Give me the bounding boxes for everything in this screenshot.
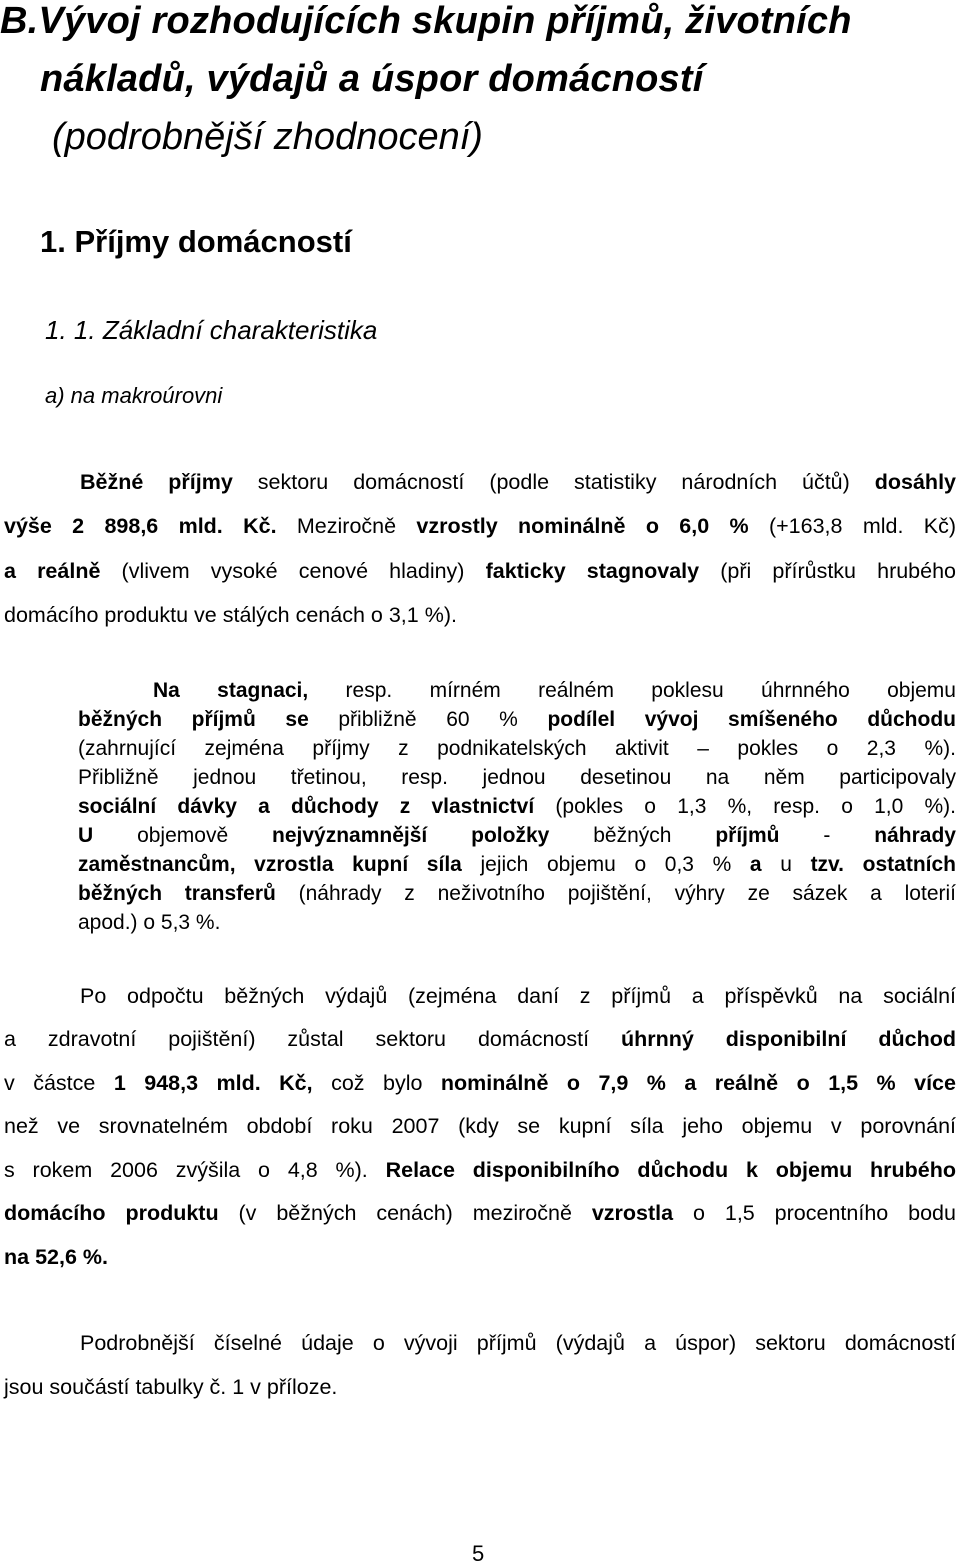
para3-line-5: s rokem 2006 zvýšila o 4,8 %). Relace disponibilního důchodu k objemu hrubého: [4, 1158, 957, 1182]
para2-line-8: běžných transferů (náhrady z neživotního pojištění, výhry ze sázek a loterií: [78, 882, 956, 905]
page-number: 5: [472, 1541, 485, 1566]
para3-line-3: v částce 1 948,3 mld. Kč, což bylo nominálně o 7,9 % a reálně o 1,5 % více: [4, 1071, 956, 1095]
heading-line-1: B.Vývoj rozhodujících skupin příjmů, životních: [0, 0, 852, 42]
para1-line-4: domácího produktu ve stálých cenách o 3,1 %).: [4, 603, 457, 627]
para3-line-1: Po odpočtu běžných výdajů (zejména daní z příjmů a příspěvků na sociální: [80, 984, 956, 1008]
para4-line-1: Podrobnější číselné údaje o vývoji příjmů (výdajů a úspor) sektoru domácností: [80, 1331, 956, 1355]
para2-line-9: apod.) o 5,3 %.: [78, 911, 221, 934]
para2-line-1: Na stagnaci, resp. mírném reálném poklesu úhrnného objemu: [153, 679, 956, 702]
para4-line-2: jsou součástí tabulky č. 1 v příloze.: [4, 1375, 338, 1399]
section-subtitle: 1. 1. Základní charakteristika: [45, 315, 378, 345]
heading-line-3: (podrobnější zhodnocení): [52, 116, 483, 158]
para2-line-6: U objemově nejvýznamnější položky běžných příjmů - náhrady: [78, 824, 956, 847]
para2-line-3: (zahrnující zejména příjmy z podnikatelských aktivit – pokles o 2,3 %).: [78, 737, 956, 760]
para2-line-7: zaměstnancům, vzrostla kupní síla jejich objemu o 0,3 % a u tzv. ostatních: [78, 853, 956, 876]
para2-line-2: běžných příjmů se přibližně 60 % podílel vývoj smíšeného důchodu: [78, 708, 956, 731]
section-title: 1. Příjmy domácností: [40, 224, 352, 259]
para2-line-5: sociální dávky a důchody z vlastnictví (pokles o 1,3 %, resp. o 1,0 %).: [78, 795, 956, 818]
para3-line-4: než ve srovnatelném období roku 2007 (kdy se kupní síla jeho objemu v porovnání: [4, 1114, 956, 1138]
heading-line-2: nákladů, výdajů a úspor domácností: [40, 58, 704, 100]
para2-line-4: Přibližně jednou třetinou, resp. jednou desetinou na něm participovaly: [78, 766, 956, 789]
para3-line-7: na 52,6 %.: [4, 1245, 108, 1269]
para3-line-6: domácího produktu (v běžných cenách) meziročně vzrostla o 1,5 procentního bodu: [4, 1201, 956, 1225]
para3-line-2: a zdravotní pojištění) zůstal sektoru domácností úhrnný disponibilní důchod: [4, 1027, 956, 1051]
para1-line-3: a reálně (vlivem vysoké cenové hladiny) fakticky stagnovaly (při přírůstku hrubého: [4, 559, 957, 583]
para1-line-2: výše 2 898,6 mld. Kč. Meziročně vzrostly nominálně o 6,0 % (+163,8 mld. Kč): [4, 514, 957, 538]
para1-line-1: Běžné příjmy sektoru domácností (podle statistiky národních účtů) dosáhly: [80, 470, 956, 494]
section-part: a) na makroúrovni: [45, 383, 223, 408]
